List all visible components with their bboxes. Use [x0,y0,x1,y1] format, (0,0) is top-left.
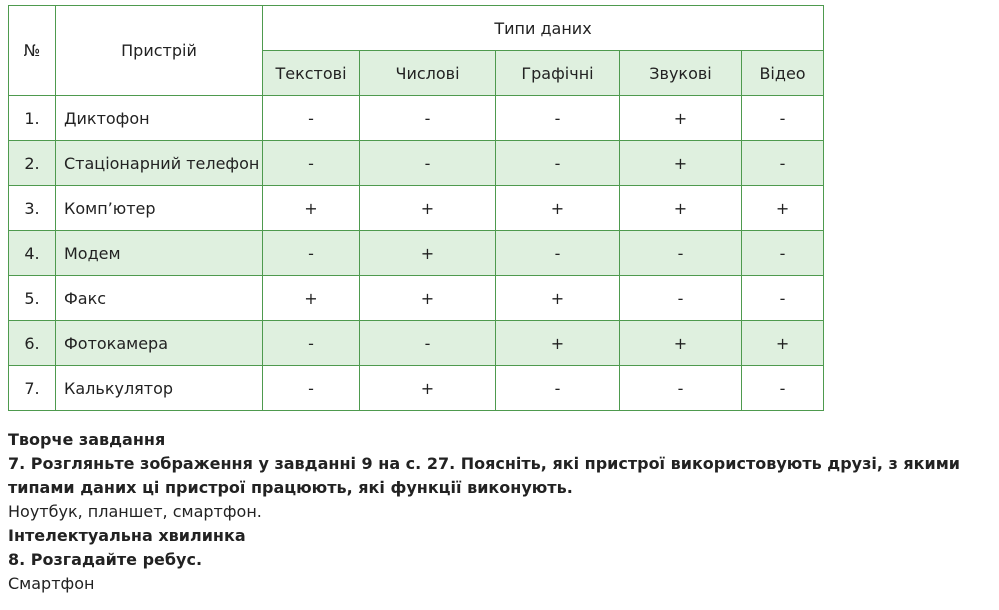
cell-graphic: + [496,276,620,321]
table-row [9,96,824,141]
intellectual-minute-heading: Інтелектуальна хвилинка [8,526,246,545]
cell-audio: + [620,141,742,186]
cell-graphic: + [496,321,620,366]
cell-text: - [263,231,360,276]
row-device: Фотокамера [56,321,263,366]
cell-audio: + [620,96,742,141]
header-data-types: Типи даних [263,6,824,51]
header-type-graphic: Графічні [496,51,620,96]
table-row [9,231,824,276]
cell-numeric: + [360,276,496,321]
cell-audio: - [620,366,742,411]
cell-text: - [263,366,360,411]
row-device: Стаціонарний телефон [56,141,263,186]
cell-audio: + [620,186,742,231]
cell-video: - [742,276,824,321]
cell-video: + [742,321,824,366]
cell-video: - [742,96,824,141]
table-row [9,321,824,366]
cell-numeric: - [360,141,496,186]
row-num: 2. [9,141,56,186]
creative-task-answer: Ноутбук, планшет, смартфон. [8,502,262,521]
cell-text: + [263,276,360,321]
creative-task-text: 7. Розгляньте зображення у завданні 9 на с. 27. Поясніть, які пристрої використовують друзі, з якими типами даних ці пристрої працюють, які функції виконують. [8,454,961,497]
cell-graphic: - [496,141,620,186]
table-header-row [9,6,824,51]
cell-numeric: + [360,186,496,231]
row-num: 1. [9,96,56,141]
cell-numeric: + [360,231,496,276]
header-type-numeric: Числові [360,51,496,96]
cell-numeric: + [360,366,496,411]
row-num: 3. [9,186,56,231]
row-num: 6. [9,321,56,366]
cell-text: - [263,96,360,141]
cell-text: - [263,321,360,366]
header-type-audio: Звукові [620,51,742,96]
header-num: № [9,6,56,96]
header-type-text: Текстові [263,51,360,96]
row-device: Факс [56,276,263,321]
cell-numeric: - [360,321,496,366]
creative-task-heading: Творче завдання [8,430,166,449]
row-device: Модем [56,231,263,276]
cell-text: + [263,186,360,231]
cell-audio: - [620,276,742,321]
cell-text: - [263,141,360,186]
cell-audio: - [620,231,742,276]
row-device: Калькулятор [56,366,263,411]
header-device: Пристрій [56,6,263,96]
row-device: Комп’ютер [56,186,263,231]
row-num: 7. [9,366,56,411]
cell-video: - [742,141,824,186]
rebus-answer: Смартфон [8,574,95,593]
cell-graphic: - [496,96,620,141]
table-row [9,186,824,231]
row-num: 5. [9,276,56,321]
cell-audio: + [620,321,742,366]
cell-video: - [742,366,824,411]
cell-graphic: - [496,231,620,276]
header-type-video: Відео [742,51,824,96]
cell-video: - [742,231,824,276]
row-num: 4. [9,231,56,276]
cell-numeric: - [360,96,496,141]
cell-graphic: + [496,186,620,231]
rebus-task-text: 8. Розгадайте ребус. [8,550,203,569]
table-row [9,366,824,411]
device-data-types-table [8,5,824,411]
cell-graphic: - [496,366,620,411]
row-device: Диктофон [56,96,263,141]
table-row [9,141,824,186]
table-row [9,276,824,321]
tasks-section [8,428,993,596]
cell-video: + [742,186,824,231]
